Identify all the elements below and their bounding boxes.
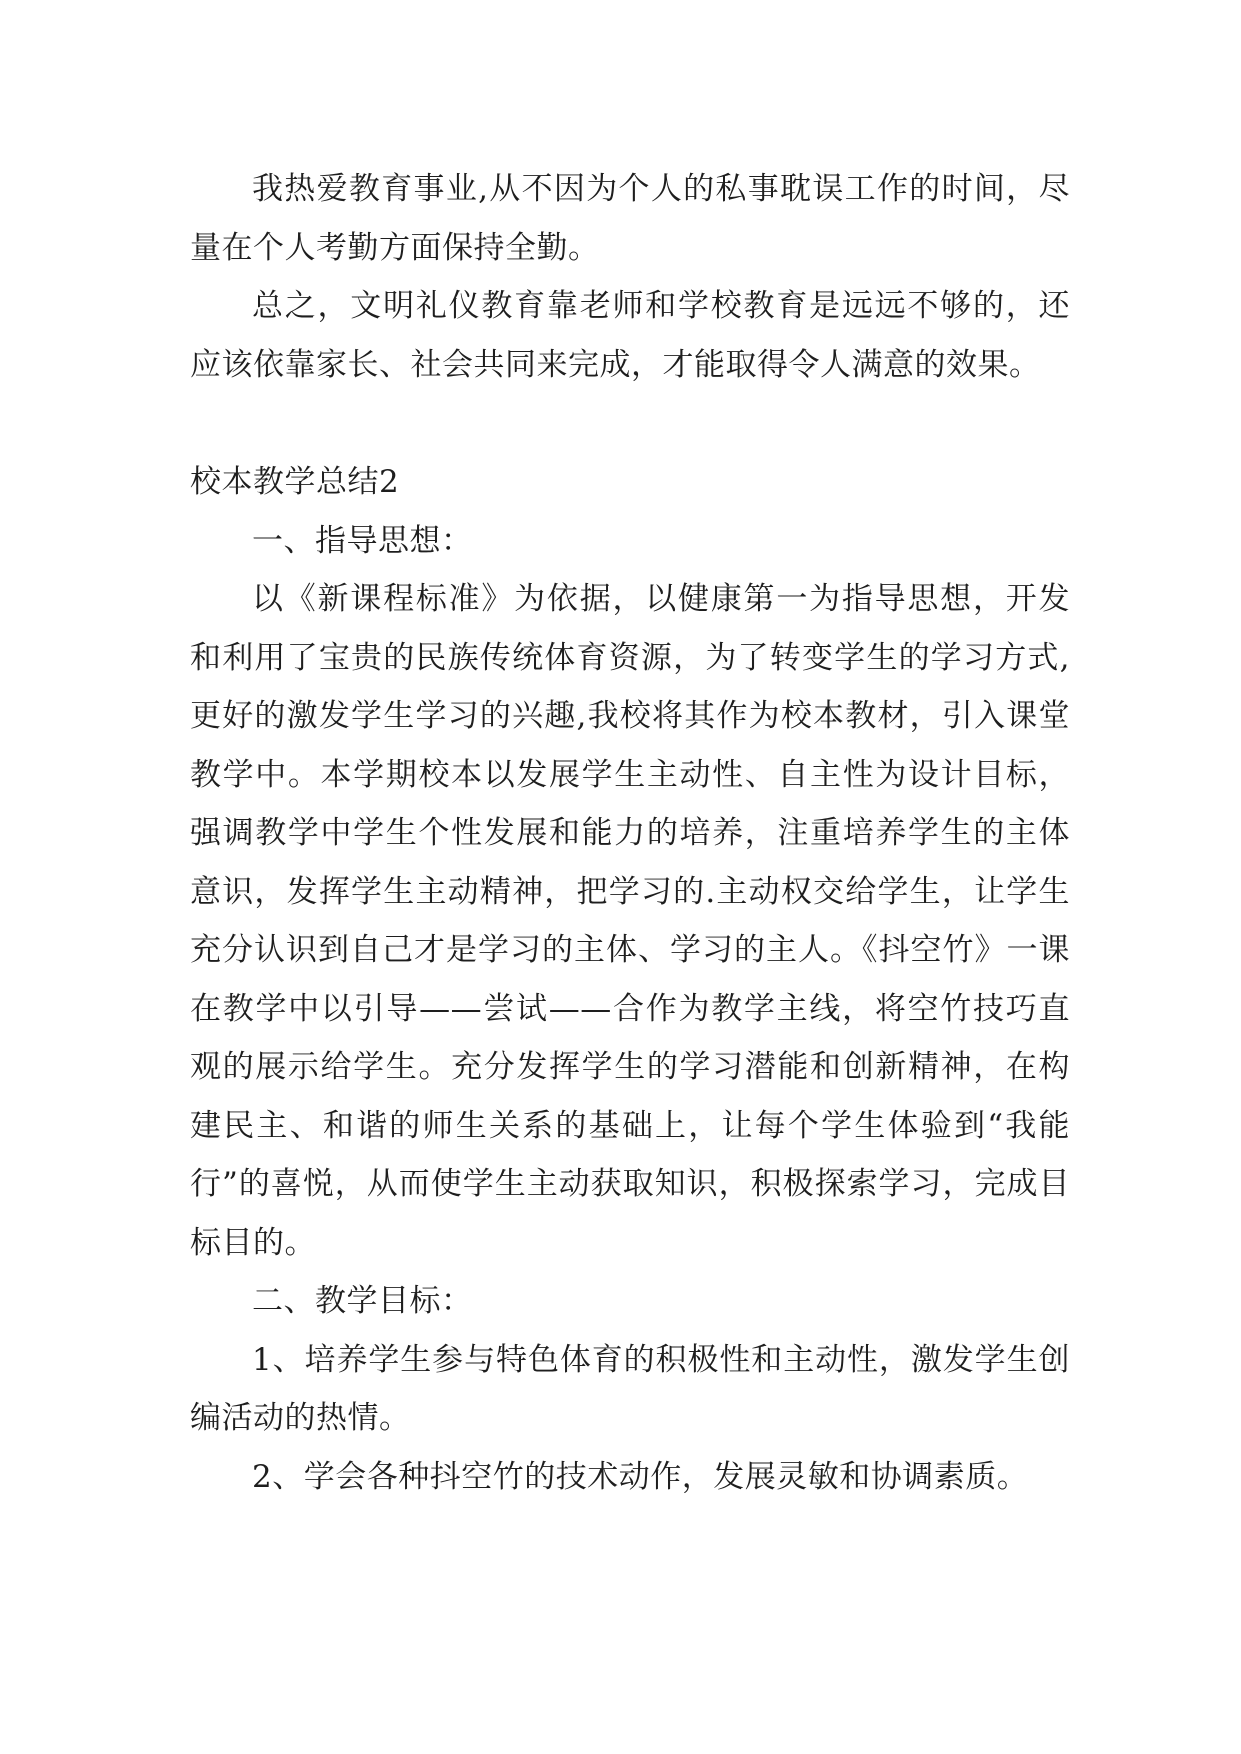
document-body: [190, 160, 1070, 1506]
paragraph-goal-2: 2、学会各种抖空竹的技术动作，发展灵敏和协调素质。: [252, 1458, 1029, 1495]
heading-guiding-thought: 一、指导思想：: [252, 522, 473, 559]
paragraph-goal-1: 1、培养学生参与特色体育的积极性和主动性，激发学生创编活动的热情。: [190, 1341, 1070, 1436]
paragraph-attendance: 我热爱教育事业,从不因为个人的私事耽误工作的时间，尽量在个人考勤方面保持全勤。: [190, 171, 1070, 266]
section-gap: [190, 394, 1070, 453]
paragraph-conclusion: 总之，文明礼仪教育靠老师和学校教育是远远不够的，还应该依靠家长、社会共同来完成，才能取得令人满意的效果。: [190, 288, 1070, 383]
heading-teaching-goals: 二、教学目标：: [252, 1283, 473, 1319]
paragraph-guiding-thought: 以《新课程标准》为依据，以健康第一为指导思想，开发和利用了宝贵的民族传统体育资源，为了转变学生的学习方式,更好的激发学生学习的兴趣,我校将其作为校本教材，引入课堂教学中。本学期校本以发展学生主动性、自主性为设计目标，强调教学中学生个性发展和能力的培养，注重培养学生的主体意识，发挥学生主动精神，把学习的.主动权交给学生，让学生充分认识到自己才是学习的主体、学习的主人。《抖空竹》一课在教学中以引导——尝试——合作为教学主线，将空竹技巧直观的展示给学生。充分发挥学生的学习潜能和创新精神，在构建民主、和谐的师生关系的基础上，让每个学生体验到“我能行”的喜悦，从而使学生主动获取知识，积极探索学习，完成目标目的。: [190, 581, 1070, 1261]
section-title: 校本教学总结2: [190, 464, 400, 500]
